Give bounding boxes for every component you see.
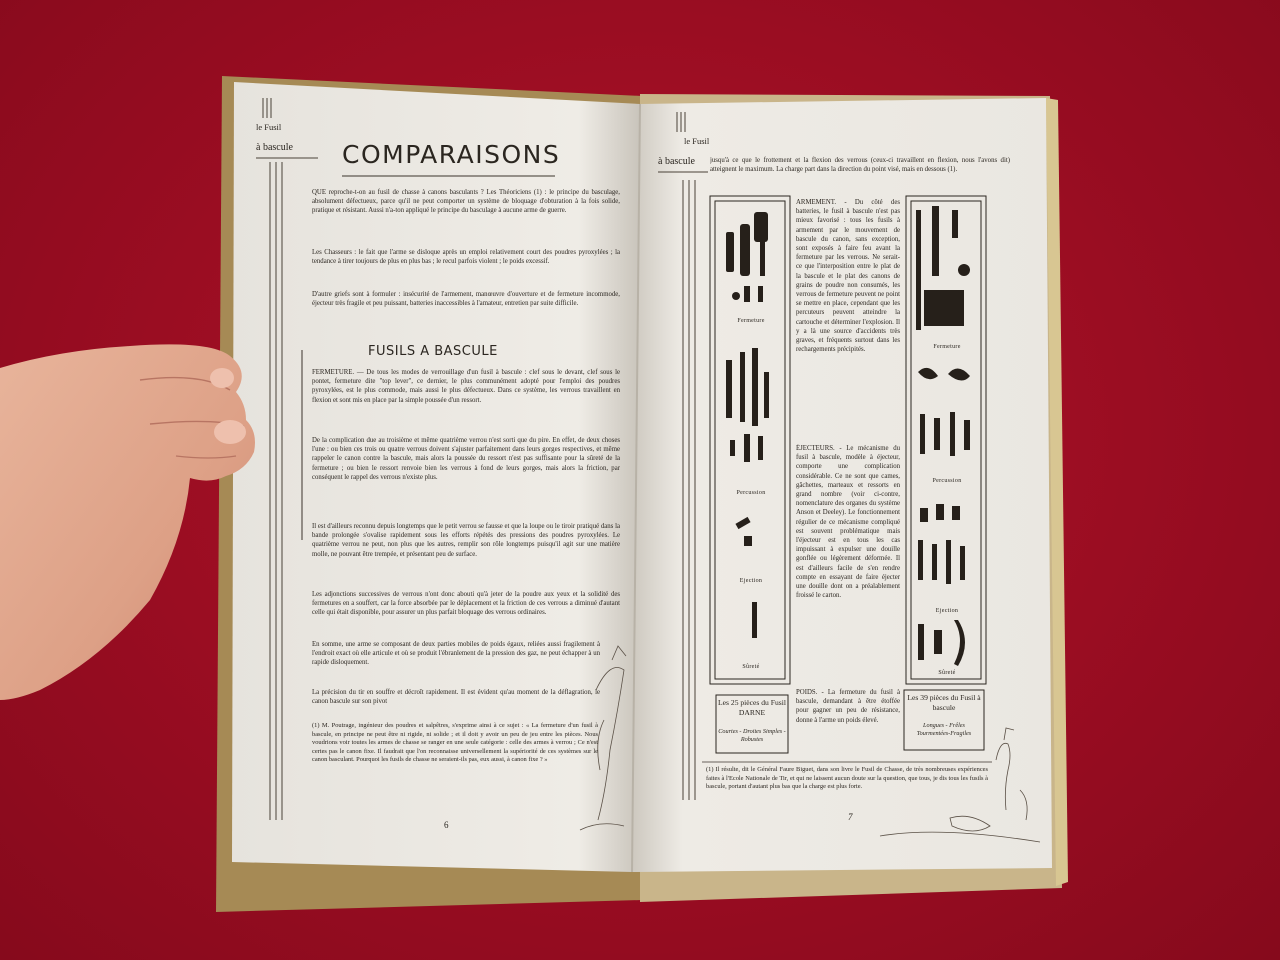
hand — [0, 344, 255, 700]
paragraph-ejecteurs: ÉJECTEURS. - Le mécanisme du fusil à bascule, modèle à éjecteur, comporte une complication considérable. Ce ne sont que cames, gâchettes, marteaux et ressorts en grand nombre (voir ci-contre, nomenclature des organes du système Anson et Deeley). Le fonctionnement régulier de ce mécanisme compliqué est souvent problématique mais l'éjecteur est en tous les cas impuissant à expulser une douille gonflée ou légèrement déformée. Il est d'ailleurs facile de s'en rendre compte en essayant de faire éjecter une douille dont on a préalablement froissé le carton. — [796, 445, 900, 600]
bascule-label-fermeture: Fermeture — [933, 344, 961, 350]
bascule-box-title: Les 39 pièces du Fusil à bascule — [907, 693, 981, 712]
section-subtitle: FUSILS A BASCULE — [368, 344, 498, 359]
right-page-number: 7 — [848, 812, 853, 822]
darne-box-title: Les 25 pièces du Fusil DARNE — [718, 698, 786, 717]
paragraph-griefs: D'autre griefs sont à formuler : insécurité de l'armement, manœuvre d'ouverture et de fermeture incommode, éjecteur très fragile et peu puissant, batteries inaccessibles à l'amateur, entretien par suite difficile. — [312, 291, 620, 308]
paragraph-en-somme: En somme, une arme se composant de deux parties mobiles de poids égaux, reliées aussi fragilement à l'endroit exact où elle articule et où se produit l'ébranlement de la pression des gaz, ne peut échapper à un rapide disloquement. — [312, 641, 600, 667]
paragraph-fermeture: FERMETURE. — De tous les modes de verrouillage d'un fusil à bascule : clef sous le devant, clef sous le pontet, fermeture dite "top lever", ce dernier, le plus communément adopté pour l'emploi des poudres pyroxylées, est le plus commode, mais aussi le plus défectueux. Dans ce système, les verrous travaillent en flexion et sont mis en place par la simple poussée d'un ressort. — [312, 369, 620, 404]
bascule-label-ejection: Ejection — [935, 608, 959, 614]
darne-label-ejection: Ejection — [739, 578, 763, 584]
bascule-label-surete: Sûreté — [938, 670, 956, 676]
bascule-label-percussion: Percussion — [932, 478, 962, 484]
bascule-box-subtitle: Longues - Frêles Tourmentées-Fragiles — [916, 722, 972, 737]
paragraph-armement: ARMEMENT. - Du côté des batteries, le fusil à bascule n'est pas mieux favorisé : tous les fusils à armement par le mouvement de bascule du canon, sans exception, sont exposés à faire feu avant la fermeture par les verrous. Ne serait-ce que l'interposition entre le plat de la bascule et le plat des canons de grains de poudre non consumés, les verrous de fermeture peuvent ne point se mettre en place, cependant que les percuteurs peuvent atteindre la cartouche et déterminer l'explosion. Il y a là une source d'accidents très graves, et fréquents surtout dans les rechargements précipités. — [796, 199, 900, 354]
page-title: COMPARAISONS — [342, 140, 561, 169]
paragraph-poids: POIDS. - La fermeture du fusil à bascule, demandant à être étoffée pour gagner un peu de résistance, donne à l'arme un poids élevé. — [796, 689, 900, 724]
paragraph-precision: La précision du tir en souffre et décroît rapidement. Il est évident qu'au moment de la déflagration, le canon bascule sur son pivot — [312, 689, 600, 706]
left-running-head: le Fusil — [256, 122, 282, 132]
right-running-head: le Fusil — [684, 136, 710, 146]
left-page-number: 6 — [444, 820, 449, 830]
darne-label-surete: Sûreté — [742, 664, 760, 670]
paragraph-petit-verrou: Il est d'ailleurs reconnu depuis longtemps que le petit verrou se fausse et que la loupe ou le tiroir pratiqué dans la bande prolongée s'ovalise rapidement sous les efforts répétés des pressions des poudres pyroxylées. Le quatrième verrou ne peut, non plus que les autres, remplir son rôle longtemps puisqu'il agit sur une matière molle, ne pouvant être trempée, et présentant peu de surface. — [312, 523, 620, 558]
paragraph-adjonctions: Les adjonctions successives de verrous n'ont donc abouti qu'à jeter de la poudre aux yeux et la solidité des fermetures en a souffert, car la force absorbée par le déplacement et la friction de ces verrous a diminué d'autant celle qui était disponible, pour assurer un plus parfait bloquage des verrous ordinaires. — [312, 591, 620, 617]
paragraph-chasseurs: Les Chasseurs : le fait que l'arme se disloque après un emploi relativement court des poudres pyroxylées ; la tendance à tirer toujours de plus en plus bas ; le recul parfois violent ; le poids excessif. — [312, 249, 620, 266]
intro-paragraph: QUE reproche-t-on au fusil de chasse à canons basculants ? Les Théoriciens (1) : le principe du basculage, absolument défectueux, parce qu'il ne peut comporter un système de bloquage d'obturation à la fois solide, pratique et résistant. Aussi n'a-ton appliqué le principe du basculage à aucune arme de guerre. — [312, 189, 620, 215]
left-running-head-2: à bascule — [256, 142, 293, 153]
darne-label-fermeture: Fermeture — [737, 318, 765, 324]
darne-label-percussion: Percussion — [736, 490, 766, 496]
right-footnote: (1) Il résulte, dit le Général Faure Biguet, dans son livre le Fusil de Chasse, de très nombreuses expériences faites à l'Ecole Nationale de Tir, et qui ne laissent aucun doute sur la question, que tous, je dis tous les fusils à bascule, portant d'autant plus bas que la charge est plus forte. — [706, 766, 988, 791]
right-running-head-2: à bascule — [658, 156, 695, 167]
right-top-paragraph: jusqu'à ce que le frottement et la flexion des verrous (ceux-ci travaillent en flexion, nous l'avons dit) atteignent le maximum. La charge part dans la direction du point visé, mais en dessous (1). — [710, 157, 1010, 174]
darne-box-subtitle: Courtes - Droites Simples - Robustes — [718, 728, 786, 743]
paragraph-complication: De la complication due au troisième et même quatrième verrou n'est sorti que du pire. En effet, de deux choses l'une : ou bien ces trois ou quatre verrous doivent s'ajuster parfaitement dans leurs gorges respectives, et même rappeler le canon contre la bascule, mais alors la poussée du ressort n'est pas suffisante pour la sûreté de la fermeture ; ou bien le ressort renvoie bien les verrous à fond de leurs gorges, mais alors la friction, par conséquent le rappel des verrous n'existe plus. — [312, 437, 620, 481]
left-footnote: (1) M. Poutrage, ingénieur des poudres et salpêtres, s'exprime ainsi à ce sujet : « La fermeture d'un fusil à bascule, en principe ne peut être ni rigide, ni solide ; et il doit y avoir un peu de jeu entre les pièces. Nous voudrions voir toutes les armes de chasse se ranger en une seule catégorie : celle des armes à verrou ; Ce n'est certes pas le canon fixe. Il faudrait que l'on reconnaisse universellement la supériorité de ces systèmes sur le canon basculant. Pourquoi les fusils de chasse ne seraient-ils pas, eux aussi, à canon fixe ? » — [312, 722, 598, 764]
